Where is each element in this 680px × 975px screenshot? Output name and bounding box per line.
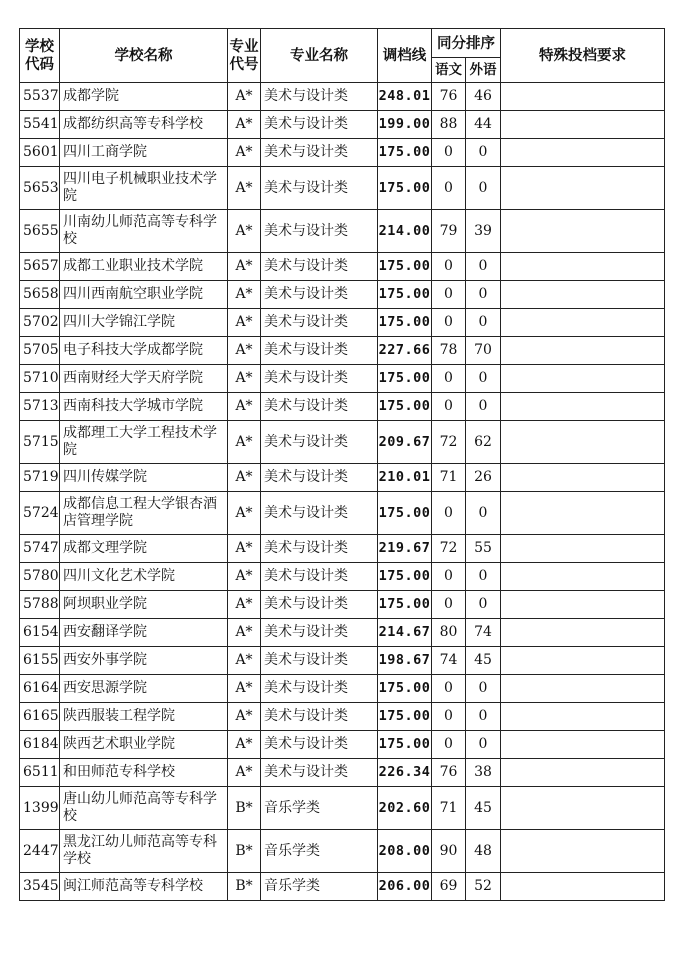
chinese-rank-cell: 0 <box>432 139 466 167</box>
school-name-cell: 西南科技大学城市学院 <box>60 393 228 421</box>
chinese-rank-cell: 0 <box>432 731 466 759</box>
admission-score-table <box>19 28 665 901</box>
school-name-cell: 成都纺织高等专科学校 <box>60 111 228 139</box>
major-name-cell: 美术与设计类 <box>261 759 378 787</box>
foreign-rank-cell: 0 <box>466 563 501 591</box>
chinese-rank-cell: 0 <box>432 492 466 535</box>
school-name-cell: 成都理工大学工程技术学院 <box>60 421 228 464</box>
header-foreign: 外语 <box>466 58 501 83</box>
table-row <box>20 421 665 464</box>
major-code-cell: A* <box>228 309 261 337</box>
school-name-cell: 西南财经大学天府学院 <box>60 365 228 393</box>
major-name-cell: 美术与设计类 <box>261 393 378 421</box>
score-cell: 175.00 <box>378 281 432 309</box>
table-row <box>20 83 665 111</box>
major-code-cell: A* <box>228 393 261 421</box>
major-name-cell: 美术与设计类 <box>261 535 378 563</box>
school-code-cell: 5702 <box>20 309 60 337</box>
table-row <box>20 309 665 337</box>
score-cell: 175.00 <box>378 139 432 167</box>
school-code-cell: 5705 <box>20 337 60 365</box>
table-row <box>20 464 665 492</box>
major-code-cell: A* <box>228 619 261 647</box>
major-name-cell: 美术与设计类 <box>261 83 378 111</box>
chinese-rank-cell: 76 <box>432 759 466 787</box>
table-header <box>20 29 665 83</box>
foreign-rank-cell: 0 <box>466 253 501 281</box>
school-code-cell: 5653 <box>20 167 60 210</box>
foreign-rank-cell: 0 <box>466 675 501 703</box>
chinese-rank-cell: 0 <box>432 591 466 619</box>
major-name-cell: 美术与设计类 <box>261 464 378 492</box>
chinese-rank-cell: 78 <box>432 337 466 365</box>
major-name-cell: 美术与设计类 <box>261 703 378 731</box>
special-requirement-cell <box>501 703 665 731</box>
score-cell: 175.00 <box>378 253 432 281</box>
major-name-cell: 美术与设计类 <box>261 281 378 309</box>
major-code-cell: A* <box>228 111 261 139</box>
major-name-cell: 美术与设计类 <box>261 253 378 281</box>
score-cell: 214.00 <box>378 210 432 253</box>
table-row <box>20 210 665 253</box>
major-name-cell: 音乐学类 <box>261 787 378 830</box>
table-row <box>20 535 665 563</box>
special-requirement-cell <box>501 675 665 703</box>
table-row <box>20 253 665 281</box>
major-name-cell: 美术与设计类 <box>261 167 378 210</box>
major-name-cell: 美术与设计类 <box>261 309 378 337</box>
school-code-cell: 5780 <box>20 563 60 591</box>
school-name-cell: 四川传媒学院 <box>60 464 228 492</box>
special-requirement-cell <box>501 492 665 535</box>
score-cell: 206.00 <box>378 873 432 901</box>
table-row <box>20 591 665 619</box>
score-cell: 175.00 <box>378 309 432 337</box>
header-score: 调档线 <box>378 29 432 83</box>
major-name-cell: 美术与设计类 <box>261 492 378 535</box>
chinese-rank-cell: 72 <box>432 535 466 563</box>
school-code-cell: 6164 <box>20 675 60 703</box>
school-name-cell: 陕西服装工程学院 <box>60 703 228 731</box>
chinese-rank-cell: 69 <box>432 873 466 901</box>
special-requirement-cell <box>501 591 665 619</box>
table-row <box>20 111 665 139</box>
header-major-name: 专业名称 <box>261 29 378 83</box>
foreign-rank-cell: 48 <box>466 830 501 873</box>
chinese-rank-cell: 71 <box>432 787 466 830</box>
major-code-cell: A* <box>228 281 261 309</box>
school-code-cell: 6511 <box>20 759 60 787</box>
table-row <box>20 731 665 759</box>
score-cell: 175.00 <box>378 167 432 210</box>
school-name-cell: 成都工业职业技术学院 <box>60 253 228 281</box>
school-code-cell: 5719 <box>20 464 60 492</box>
major-name-cell: 美术与设计类 <box>261 139 378 167</box>
school-code-cell: 6155 <box>20 647 60 675</box>
score-cell: 226.34 <box>378 759 432 787</box>
special-requirement-cell <box>501 647 665 675</box>
school-name-cell: 西安思源学院 <box>60 675 228 703</box>
foreign-rank-cell: 0 <box>466 167 501 210</box>
major-code-cell: A* <box>228 731 261 759</box>
major-code-cell: A* <box>228 139 261 167</box>
chinese-rank-cell: 0 <box>432 703 466 731</box>
school-name-cell: 四川西南航空职业学院 <box>60 281 228 309</box>
major-name-cell: 美术与设计类 <box>261 210 378 253</box>
foreign-rank-cell: 70 <box>466 337 501 365</box>
major-name-cell: 美术与设计类 <box>261 647 378 675</box>
header-chinese: 语文 <box>432 58 466 83</box>
school-code-cell: 1399 <box>20 787 60 830</box>
school-code-cell: 5713 <box>20 393 60 421</box>
special-requirement-cell <box>501 281 665 309</box>
score-cell: 219.67 <box>378 535 432 563</box>
major-name-cell: 音乐学类 <box>261 830 378 873</box>
score-cell: 208.00 <box>378 830 432 873</box>
foreign-rank-cell: 0 <box>466 492 501 535</box>
special-requirement-cell <box>501 464 665 492</box>
special-requirement-cell <box>501 873 665 901</box>
special-requirement-cell <box>501 309 665 337</box>
foreign-rank-cell: 0 <box>466 591 501 619</box>
foreign-rank-cell: 74 <box>466 619 501 647</box>
major-code-cell: A* <box>228 675 261 703</box>
table-row <box>20 167 665 210</box>
major-name-cell: 音乐学类 <box>261 873 378 901</box>
special-requirement-cell <box>501 535 665 563</box>
school-name-cell: 唐山幼儿师范高等专科学校 <box>60 787 228 830</box>
special-requirement-cell <box>501 210 665 253</box>
school-code-cell: 3545 <box>20 873 60 901</box>
school-name-cell: 成都文理学院 <box>60 535 228 563</box>
major-code-cell: A* <box>228 337 261 365</box>
chinese-rank-cell: 0 <box>432 309 466 337</box>
school-name-cell: 四川大学锦江学院 <box>60 309 228 337</box>
major-name-cell: 美术与设计类 <box>261 675 378 703</box>
table-row <box>20 393 665 421</box>
major-code-cell: A* <box>228 421 261 464</box>
school-code-cell: 5537 <box>20 83 60 111</box>
school-code-cell: 5724 <box>20 492 60 535</box>
special-requirement-cell <box>501 731 665 759</box>
chinese-rank-cell: 0 <box>432 393 466 421</box>
major-code-cell: A* <box>228 759 261 787</box>
major-code-cell: A* <box>228 210 261 253</box>
major-code-cell: A* <box>228 647 261 675</box>
major-code-cell: A* <box>228 464 261 492</box>
score-cell: 202.60 <box>378 787 432 830</box>
special-requirement-cell <box>501 337 665 365</box>
major-code-cell: B* <box>228 830 261 873</box>
school-code-cell: 6154 <box>20 619 60 647</box>
school-code-cell: 5541 <box>20 111 60 139</box>
header-major-code: 专业 代号 <box>228 29 261 83</box>
major-name-cell: 美术与设计类 <box>261 365 378 393</box>
foreign-rank-cell: 0 <box>466 731 501 759</box>
table-row <box>20 139 665 167</box>
special-requirement-cell <box>501 83 665 111</box>
foreign-rank-cell: 44 <box>466 111 501 139</box>
score-cell: 198.67 <box>378 647 432 675</box>
school-name-cell: 四川文化艺术学院 <box>60 563 228 591</box>
school-name-cell: 成都学院 <box>60 83 228 111</box>
table-body <box>20 83 665 901</box>
school-name-cell: 闽江师范高等专科学校 <box>60 873 228 901</box>
special-requirement-cell <box>501 619 665 647</box>
table-row <box>20 759 665 787</box>
major-code-cell: A* <box>228 365 261 393</box>
chinese-rank-cell: 72 <box>432 421 466 464</box>
table-row <box>20 675 665 703</box>
school-code-cell: 5710 <box>20 365 60 393</box>
foreign-rank-cell: 0 <box>466 281 501 309</box>
header-tie-order: 同分排序 <box>432 29 501 58</box>
score-cell: 175.00 <box>378 703 432 731</box>
major-name-cell: 美术与设计类 <box>261 563 378 591</box>
foreign-rank-cell: 26 <box>466 464 501 492</box>
special-requirement-cell <box>501 787 665 830</box>
score-cell: 175.00 <box>378 393 432 421</box>
special-requirement-cell <box>501 167 665 210</box>
major-code-cell: B* <box>228 873 261 901</box>
major-code-cell: A* <box>228 563 261 591</box>
school-code-cell: 5747 <box>20 535 60 563</box>
score-cell: 175.00 <box>378 563 432 591</box>
foreign-rank-cell: 55 <box>466 535 501 563</box>
score-cell: 175.00 <box>378 492 432 535</box>
score-cell: 175.00 <box>378 675 432 703</box>
score-cell: 227.66 <box>378 337 432 365</box>
score-cell: 175.00 <box>378 591 432 619</box>
special-requirement-cell <box>501 759 665 787</box>
school-name-cell: 陕西艺术职业学院 <box>60 731 228 759</box>
score-cell: 175.00 <box>378 365 432 393</box>
major-name-cell: 美术与设计类 <box>261 421 378 464</box>
chinese-rank-cell: 0 <box>432 563 466 591</box>
special-requirement-cell <box>501 393 665 421</box>
school-code-cell: 6165 <box>20 703 60 731</box>
chinese-rank-cell: 90 <box>432 830 466 873</box>
table-row <box>20 281 665 309</box>
school-name-cell: 四川电子机械职业技术学院 <box>60 167 228 210</box>
school-code-cell: 2447 <box>20 830 60 873</box>
foreign-rank-cell: 0 <box>466 309 501 337</box>
school-name-cell: 川南幼儿师范高等专科学校 <box>60 210 228 253</box>
chinese-rank-cell: 0 <box>432 365 466 393</box>
chinese-rank-cell: 71 <box>432 464 466 492</box>
major-code-cell: A* <box>228 253 261 281</box>
table-row <box>20 647 665 675</box>
major-code-cell: A* <box>228 703 261 731</box>
admission-table-page <box>19 28 664 901</box>
table-row <box>20 337 665 365</box>
special-requirement-cell <box>501 111 665 139</box>
major-name-cell: 美术与设计类 <box>261 111 378 139</box>
special-requirement-cell <box>501 830 665 873</box>
foreign-rank-cell: 52 <box>466 873 501 901</box>
score-cell: 175.00 <box>378 731 432 759</box>
foreign-rank-cell: 38 <box>466 759 501 787</box>
school-code-cell: 5601 <box>20 139 60 167</box>
special-requirement-cell <box>501 365 665 393</box>
major-code-cell: A* <box>228 83 261 111</box>
major-code-cell: A* <box>228 492 261 535</box>
foreign-rank-cell: 0 <box>466 703 501 731</box>
school-name-cell: 成都信息工程大学银杏酒店管理学院 <box>60 492 228 535</box>
chinese-rank-cell: 74 <box>432 647 466 675</box>
table-row <box>20 563 665 591</box>
foreign-rank-cell: 0 <box>466 365 501 393</box>
foreign-rank-cell: 39 <box>466 210 501 253</box>
score-cell: 209.67 <box>378 421 432 464</box>
special-requirement-cell <box>501 139 665 167</box>
foreign-rank-cell: 46 <box>466 83 501 111</box>
school-code-cell: 5657 <box>20 253 60 281</box>
major-name-cell: 美术与设计类 <box>261 619 378 647</box>
major-code-cell: A* <box>228 535 261 563</box>
school-name-cell: 阿坝职业学院 <box>60 591 228 619</box>
foreign-rank-cell: 45 <box>466 787 501 830</box>
table-row <box>20 492 665 535</box>
major-code-cell: A* <box>228 167 261 210</box>
school-code-cell: 5715 <box>20 421 60 464</box>
school-code-cell: 5788 <box>20 591 60 619</box>
header-school-code: 学校 代码 <box>20 29 60 83</box>
school-name-cell: 黑龙江幼儿师范高等专科学校 <box>60 830 228 873</box>
table-row <box>20 873 665 901</box>
header-school-name: 学校名称 <box>60 29 228 83</box>
major-name-cell: 美术与设计类 <box>261 731 378 759</box>
foreign-rank-cell: 0 <box>466 139 501 167</box>
table-row <box>20 787 665 830</box>
special-requirement-cell <box>501 563 665 591</box>
school-name-cell: 西安外事学院 <box>60 647 228 675</box>
table-row <box>20 830 665 873</box>
table-row <box>20 365 665 393</box>
major-name-cell: 美术与设计类 <box>261 591 378 619</box>
school-code-cell: 6184 <box>20 731 60 759</box>
score-cell: 210.01 <box>378 464 432 492</box>
school-name-cell: 四川工商学院 <box>60 139 228 167</box>
major-code-cell: A* <box>228 591 261 619</box>
score-cell: 248.01 <box>378 83 432 111</box>
table-row <box>20 703 665 731</box>
school-code-cell: 5655 <box>20 210 60 253</box>
school-name-cell: 西安翻译学院 <box>60 619 228 647</box>
chinese-rank-cell: 0 <box>432 675 466 703</box>
chinese-rank-cell: 0 <box>432 281 466 309</box>
special-requirement-cell <box>501 421 665 464</box>
special-requirement-cell <box>501 253 665 281</box>
score-cell: 214.67 <box>378 619 432 647</box>
foreign-rank-cell: 62 <box>466 421 501 464</box>
chinese-rank-cell: 79 <box>432 210 466 253</box>
header-special-requirements: 特殊投档要求 <box>501 29 665 83</box>
chinese-rank-cell: 80 <box>432 619 466 647</box>
school-name-cell: 和田师范专科学校 <box>60 759 228 787</box>
table-row <box>20 619 665 647</box>
chinese-rank-cell: 0 <box>432 253 466 281</box>
chinese-rank-cell: 76 <box>432 83 466 111</box>
chinese-rank-cell: 88 <box>432 111 466 139</box>
school-name-cell: 电子科技大学成都学院 <box>60 337 228 365</box>
score-cell: 199.00 <box>378 111 432 139</box>
major-code-cell: B* <box>228 787 261 830</box>
foreign-rank-cell: 0 <box>466 393 501 421</box>
school-code-cell: 5658 <box>20 281 60 309</box>
chinese-rank-cell: 0 <box>432 167 466 210</box>
major-name-cell: 美术与设计类 <box>261 337 378 365</box>
foreign-rank-cell: 45 <box>466 647 501 675</box>
